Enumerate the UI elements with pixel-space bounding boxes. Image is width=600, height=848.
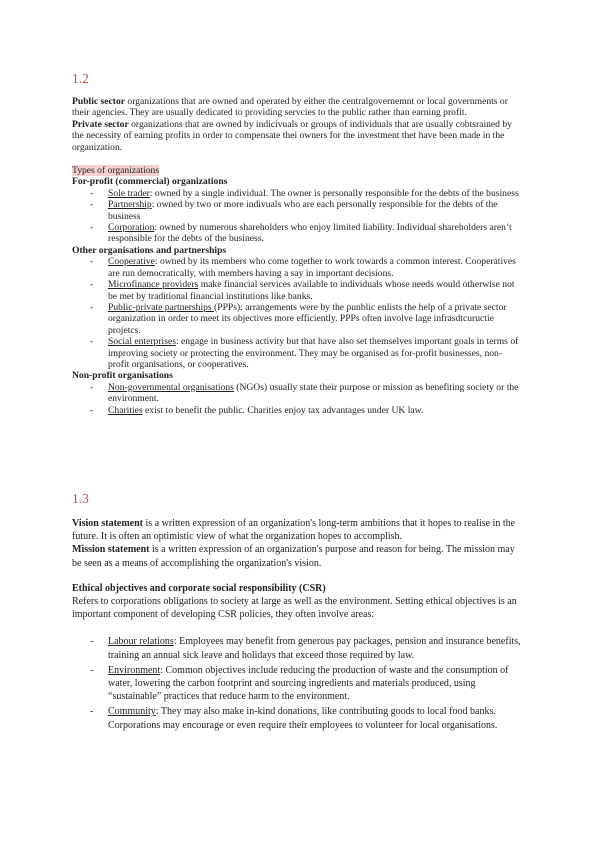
list-item-text: : They may also make in-kind donations, like contributing goods to local food banks. Corporations may encourage or even require their employees to volunteer for local organisations.	[108, 706, 498, 731]
vision-statement-paragraph	[72, 517, 522, 543]
list-item	[72, 705, 522, 731]
list-item-text: : Employees may benefit from generous pay packages, pension and insurance benefits, training an annual sick leave and holidays that exceed those required by law.	[108, 636, 521, 661]
list-item-text: exist to benefit the public. Charities enjoy tax advantages under UK law.	[142, 404, 424, 416]
list-item	[72, 256, 522, 279]
list-item	[72, 382, 522, 405]
non-profit-list	[72, 382, 522, 416]
section-heading-1-2: 1.2	[72, 71, 89, 86]
list-item-text: : Common objectives include reducing the production of waste and the consumption of water, lowering the carbon footprint and sourcing ingredients and materials produced, using “sustainable” practices that reduce harm to the environment.	[108, 664, 509, 703]
list-item	[72, 302, 522, 336]
other-organisations-title: Other organisations and partnerships	[72, 244, 227, 256]
vision-statement-text: is a written expression of an organization's long-term ambitions that it hopes to realise in the future. It is often an optimistic view of what the organization hopes to accomplish.	[72, 518, 516, 543]
list-item-text: : owned by numerous shareholders who enjoy limited liability. Individual shareholders aren’t responsible for the debts of the business.	[108, 222, 512, 245]
section-heading-1-3: 1.3	[72, 491, 89, 506]
list-item-term: Environment	[108, 664, 161, 676]
list-item-text: : owned by a single individual. The owner is personally responsible for the debts of the business	[149, 187, 519, 199]
private-sector-paragraph	[72, 119, 522, 153]
other-organisations-list	[72, 256, 522, 370]
public-sector-term: Public sector	[72, 96, 126, 107]
list-item	[72, 405, 522, 416]
list-item-term: Cooperative	[108, 256, 155, 268]
private-sector-term: Private sector	[72, 118, 129, 130]
list-item	[72, 199, 522, 222]
list-item	[72, 635, 522, 661]
csr-areas-list	[72, 635, 522, 731]
for-profit-list	[72, 188, 522, 245]
mission-statement-text: is a written expression of an organization's purpose and reason for being. The mission may be seen as a means of accomplishing the organization's vision.	[72, 544, 515, 569]
public-sector-text: organizations that are owned and operated by either the centralgovernemnt or local governments or their agencies. They are usually dedicated to providing servcies to the public rather than earning profit.	[72, 96, 508, 119]
list-item	[72, 336, 522, 370]
list-item-text: : owned by two or more indivuals who are each personally responsible for the debts of the business	[108, 199, 498, 222]
public-sector-paragraph	[72, 96, 522, 119]
types-title-line	[72, 165, 522, 176]
list-item-term: Non-governmental organisations	[108, 381, 234, 393]
mission-statement-paragraph	[72, 543, 522, 569]
list-item-term: Social enterprises	[108, 336, 176, 348]
list-item-text: (NGOs) usually state their purpose or mission as benefiting society or the environment.	[108, 381, 519, 405]
csr-intro: Refers to corporations obligations to society at large as well as the environment. Setting ethical objectives is an important component of developing CSR policies, they often involve areas:	[72, 596, 517, 621]
types-of-organizations-title: Types of organizations	[72, 165, 160, 177]
list-item-term: Charities	[108, 404, 143, 416]
private-sector-text: organizations that are owned by indicivuals or groups of individuals that are usually cobtsrained by the necessity of earning profits in order to compensate thei owners for the investment thet have been made in the organization.	[72, 118, 512, 153]
list-item	[72, 222, 522, 245]
mission-statement-term: Mission statement	[72, 544, 150, 556]
list-item-term: Sole trader	[108, 187, 150, 199]
list-item-text: : owned by its members who come together to work towards a common interest. Cooperatives are run democratically, with members having a say in important decisions.	[108, 256, 516, 279]
list-item-text: (PPPs): arrangements were by the punblic enlists the help of a private sector organization in order to meet its objectives more efficiently. PPPs often involve lage infrasdtcuructie projetcs.	[108, 301, 507, 336]
section-1-3-body	[72, 517, 522, 734]
list-item-term: Microfinance providers	[108, 279, 199, 291]
list-item-term: Public-private partnerships	[108, 301, 215, 313]
vision-statement-term: Vision statement	[72, 518, 144, 529]
list-item	[72, 664, 522, 704]
csr-title: Ethical objectives and corporate social responsibility (CSR)	[72, 582, 326, 594]
list-item-term: Corporation	[108, 222, 155, 234]
list-item	[72, 188, 522, 199]
list-item-text: : engage in business activity but that have also set themselves important goals in terms of improving society or protecting the environment. They may be organised as for-profit businesses, non-profit organisations, or cooperatives.	[108, 336, 519, 370]
list-item	[72, 279, 522, 302]
list-item-term: Labour relations	[108, 636, 174, 648]
list-item-term: Community	[108, 706, 156, 718]
non-profit-title: Non-profit organisations	[72, 370, 173, 382]
section-1-2-body	[72, 96, 522, 416]
list-item-term: Partnership	[108, 199, 152, 211]
list-item-text: make financial services available to individuals whose needs would otherwise not be met by traditional financial institutions like banks.	[108, 279, 515, 302]
for-profit-title: For-profit (commercial) organizations	[72, 176, 228, 188]
